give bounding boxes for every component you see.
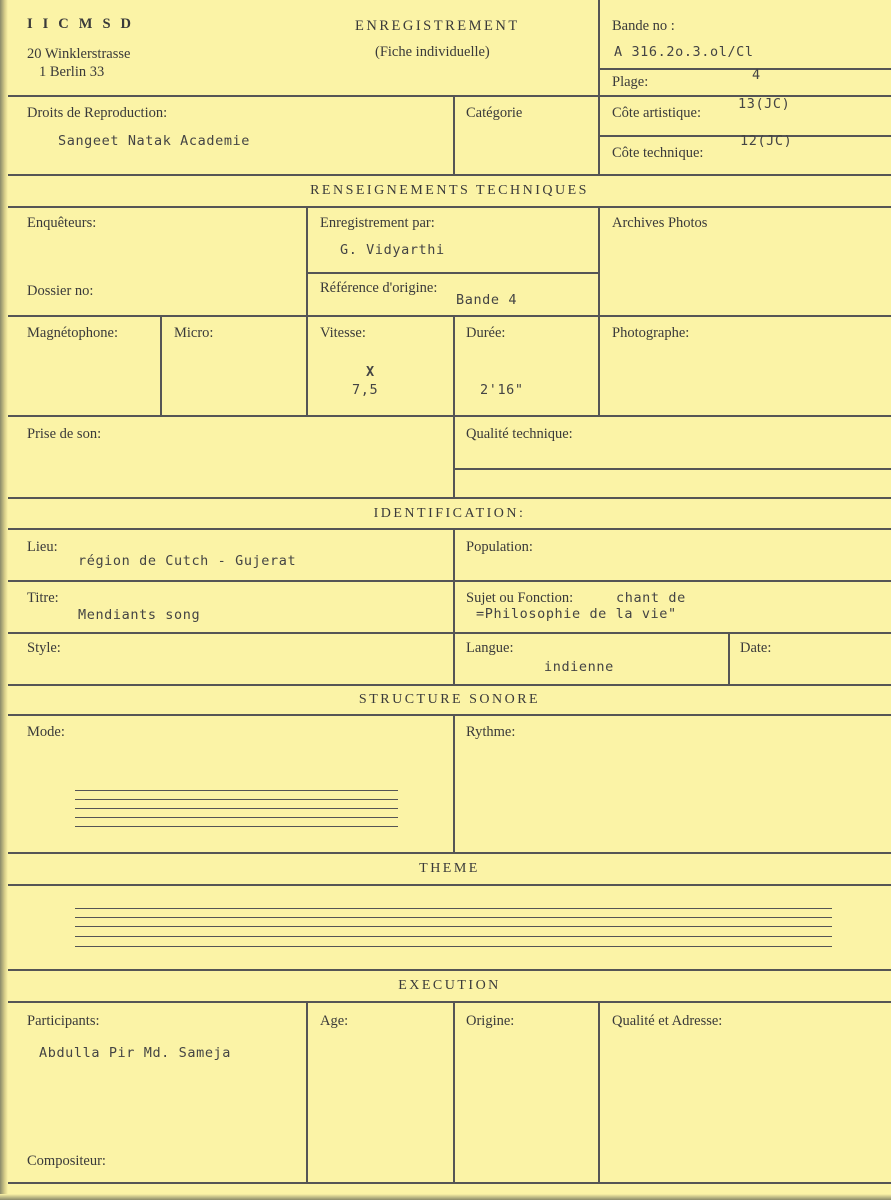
origine-label: Origine: xyxy=(466,1013,515,1029)
langue-value: indienne xyxy=(544,659,614,675)
identification-divider xyxy=(453,528,455,684)
qualite-adresse-label: Qualité et Adresse: xyxy=(612,1013,723,1029)
theme-staff-line-5 xyxy=(75,946,832,947)
sujet-label: Sujet ou Fonction: xyxy=(466,590,574,606)
lieu-label: Lieu: xyxy=(27,539,58,555)
archives-photos-label: Archives Photos xyxy=(612,215,708,231)
bande-label: Bande no : xyxy=(612,18,675,34)
theme-section-title: THEME xyxy=(419,861,480,876)
participants-value: Abdulla Pir Md. Sameja xyxy=(39,1045,232,1061)
structure-section-title: STRUCTURE SONORE xyxy=(358,692,541,707)
technique-title-rule xyxy=(8,206,891,208)
plage-label: Plage: xyxy=(612,74,649,90)
age-divider xyxy=(306,1001,308,1183)
enregistrement-par-value: G. Vidyarthi xyxy=(340,242,445,258)
form-title: ENREGISTREMENT xyxy=(355,18,520,34)
technique-end-rule xyxy=(8,497,891,499)
bande-value: A 316.2o.3.ol/Cl xyxy=(614,44,754,60)
vitesse-label: Vitesse: xyxy=(320,325,366,341)
vitesse-value: 7,5 xyxy=(352,382,379,398)
cote-technique-label: Côte technique: xyxy=(612,145,704,161)
identification-section-title: IDENTIFICATION: xyxy=(373,506,526,521)
theme-staff-line-3 xyxy=(75,926,832,927)
date-label: Date: xyxy=(740,640,772,656)
population-label: Population: xyxy=(466,539,533,555)
cote-technique-value: 12(JC) xyxy=(740,133,793,149)
mode-staff-line-2 xyxy=(75,799,398,800)
qualite-adresse-divider xyxy=(598,1001,600,1183)
mode-staff-line-4 xyxy=(75,817,398,818)
photographe-label: Photographe: xyxy=(612,325,690,341)
titre-value: Mendiants song xyxy=(78,607,201,623)
plage-value: 4 xyxy=(752,67,761,83)
header-divider xyxy=(598,0,600,175)
mode-staff-line-5 xyxy=(75,826,398,827)
qualite-technique-label: Qualité technique: xyxy=(466,426,573,442)
reference-label: Référence d'origine: xyxy=(320,280,438,296)
form-subtitle: (Fiche individuelle) xyxy=(375,44,490,60)
theme-title-rule xyxy=(8,884,891,886)
categorie-divider xyxy=(453,95,455,175)
theme-end-rule xyxy=(8,969,891,971)
card-bottom-rule xyxy=(8,1182,891,1184)
titre-label: Titre: xyxy=(27,590,59,606)
dossier-label: Dossier no: xyxy=(27,283,94,299)
magnetophone-label: Magnétophone: xyxy=(27,325,119,341)
structure-end-rule xyxy=(8,852,891,854)
categorie-label: Catégorie xyxy=(466,105,523,121)
origine-divider xyxy=(453,1001,455,1183)
enqueteurs-label: Enquêteurs: xyxy=(27,215,97,231)
cote-artistique-label: Côte artistique: xyxy=(612,105,701,121)
reference-value: Bande 4 xyxy=(456,292,518,308)
enregistrement-par-label: Enregistrement par: xyxy=(320,215,435,231)
rythme-label: Rythme: xyxy=(466,724,516,740)
droits-label: Droits de Reproduction: xyxy=(27,105,168,121)
compositeur-label: Compositeur: xyxy=(27,1153,106,1169)
sujet-value-line2: =Philosophie de la vie" xyxy=(476,606,677,622)
duree-divider xyxy=(453,315,455,415)
sujet-value-line1: chant de xyxy=(616,590,686,606)
age-label: Age: xyxy=(320,1013,349,1029)
equipment-rule xyxy=(8,415,891,417)
theme-staff-line-1 xyxy=(75,908,832,909)
participants-label: Participants: xyxy=(27,1013,100,1029)
structure-title-rule xyxy=(8,714,891,716)
enregistrement-divider xyxy=(306,206,308,415)
address-street: 20 Winklerstrasse xyxy=(27,46,131,62)
plage-rule xyxy=(598,68,891,70)
lieu-rule xyxy=(8,580,891,582)
rights-rule xyxy=(8,174,891,176)
date-divider xyxy=(728,632,730,684)
duree-label: Durée: xyxy=(466,325,506,341)
duree-value: 2'16" xyxy=(480,382,524,398)
langue-label: Langue: xyxy=(466,640,514,656)
mode-label: Mode: xyxy=(27,724,65,740)
address-city: 1 Berlin 33 xyxy=(39,64,105,80)
theme-staff-line-2 xyxy=(75,917,832,918)
lieu-value: région de Cutch - Gujerat xyxy=(78,553,297,569)
mode-staff-line-1 xyxy=(75,790,398,791)
archives-divider xyxy=(598,206,600,415)
institute-logo: IICMSD xyxy=(27,16,141,32)
mode-staff-line-3 xyxy=(75,808,398,809)
droits-value: Sangeet Natak Academie xyxy=(58,133,251,149)
qualite-divider xyxy=(453,415,455,497)
style-label: Style: xyxy=(27,640,61,656)
execution-title-rule xyxy=(8,1001,891,1003)
reference-rule xyxy=(306,272,598,274)
titre-rule xyxy=(8,632,891,634)
identification-end-rule xyxy=(8,684,891,686)
vitesse-strikeout-mark: X xyxy=(366,364,375,380)
theme-staff-line-4 xyxy=(75,936,832,937)
rythme-divider xyxy=(453,714,455,852)
micro-label: Micro: xyxy=(174,325,214,341)
prise-rule xyxy=(453,468,891,470)
technique-section-title: RENSEIGNEMENTS TECHNIQUES xyxy=(310,183,589,198)
execution-section-title: EXECUTION xyxy=(398,978,501,993)
dossier-rule xyxy=(8,315,891,317)
prise-de-son-label: Prise de son: xyxy=(27,426,102,442)
cote-artistique-value: 13(JC) xyxy=(738,96,791,112)
micro-divider xyxy=(160,315,162,415)
identification-title-rule xyxy=(8,528,891,530)
